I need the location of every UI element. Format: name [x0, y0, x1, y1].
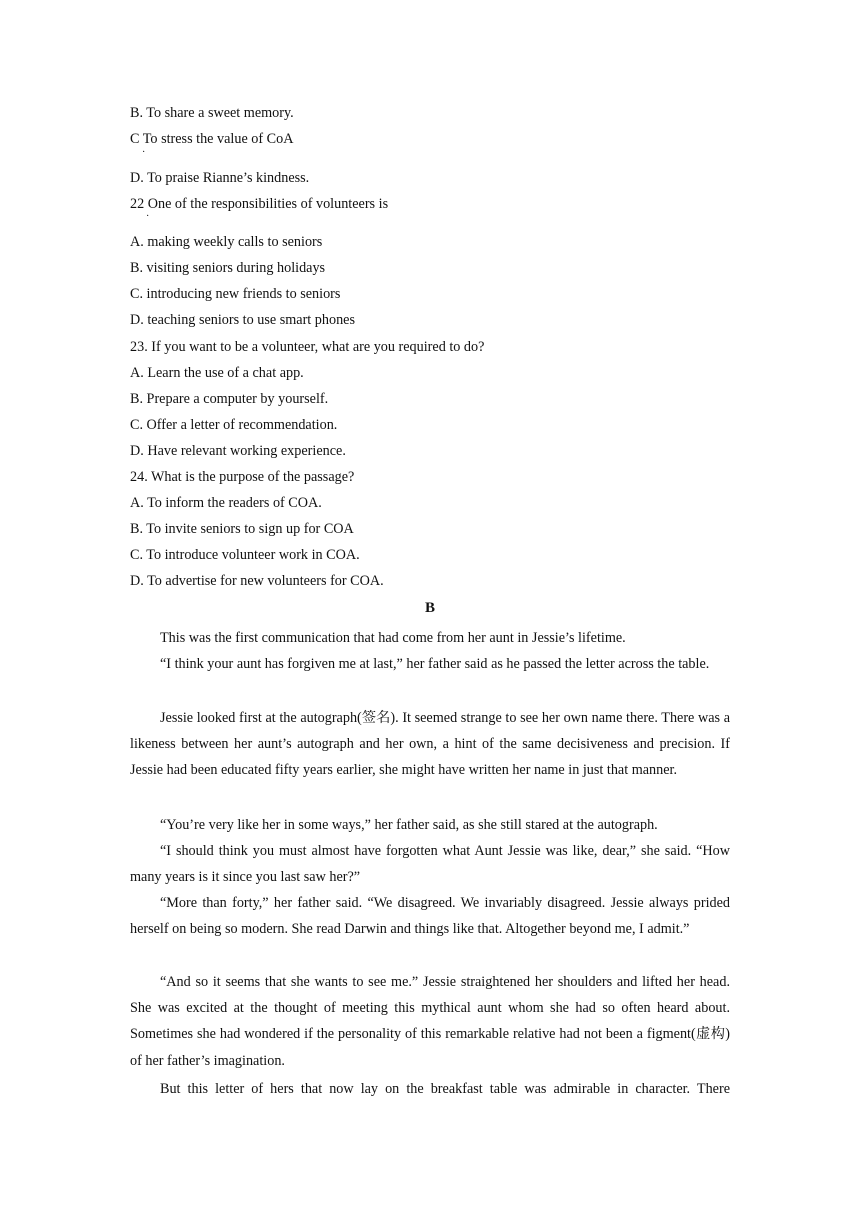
- q22-option-c: C. introducing new friends to seniors: [130, 286, 341, 302]
- q23-option-c: C. Offer a letter of recommendation.: [130, 417, 338, 433]
- q23-option-b: B. Prepare a computer by yourself.: [130, 391, 329, 407]
- q24-option-c: C. To introduce volunteer work in COA.: [130, 547, 360, 563]
- passage-paragraph-8: But this letter of hers that now lay on the breakfast table was admirable in character. There: [160, 1081, 730, 1097]
- q24-option-a: A. To inform the readers of COA.: [130, 495, 322, 511]
- q22-option-b: B. visiting seniors during holidays: [130, 260, 326, 276]
- q23-option-a: A. Learn the use of a chat app.: [130, 365, 304, 381]
- q24-option-b: B. To invite seniors to sign up for COA: [130, 521, 354, 537]
- q21-option-c: C To stress the value of CoA: [130, 131, 294, 147]
- passage-paragraph-5: “I should think you must almost have forgotten what Aunt Jessie was like, dear,” she said. “How many years is it since you last saw her?”: [130, 843, 730, 886]
- section-b-heading: B: [424, 600, 435, 616]
- passage-paragraph-7: “And so it seems that she wants to see me.” Jessie straightened her shoulders and lifted her head. She was excited at the thought of meeting this mythical aunt whom she had so often heard about. Sometimes she had wondered if the personality of this remarkable relative had not been a figment(虚构) of her father’s imagination.: [130, 974, 730, 1069]
- passage-paragraph-4: “You’re very like her in some ways,” her father said, as she still stared at the autograph.: [160, 817, 658, 833]
- stray-dot-mark: ·: [146, 211, 150, 222]
- q22-option-a: A. making weekly calls to seniors: [130, 234, 323, 250]
- q21-option-d: D. To praise Rianne’s kindness.: [130, 170, 310, 186]
- q23-option-d: D. Have relevant working experience.: [130, 443, 346, 459]
- q22-stem: 22 One of the responsibilities of volunteers is: [130, 196, 389, 212]
- q22-option-d: D. teaching seniors to use smart phones: [130, 312, 355, 328]
- passage-paragraph-1: This was the first communication that had come from her aunt in Jessie’s lifetime.: [160, 630, 626, 646]
- passage-paragraph-3: Jessie looked first at the autograph(签名). It seemed strange to see her own name there. There was a likeness between her aunt’s autograph and her own, a hint of the same decisiveness and precision. If Jessie had been educated fifty years earlier, she might have written her name in just that manner.: [130, 710, 730, 779]
- passage-paragraph-6: “More than forty,” her father said. “We disagreed. We invariably disagreed. Jessie always prided herself on being so modern. She read Darwin and things like that. Altogether beyond me, I admit.”: [130, 895, 730, 938]
- passage-paragraph-2: “I think your aunt has forgiven me at last,” her father said as he passed the letter across the table.: [160, 656, 710, 672]
- q21-option-b: B. To share a sweet memory.: [130, 105, 294, 121]
- stray-dot-mark: ·: [142, 147, 146, 158]
- q24-option-d: D. To advertise for new volunteers for COA.: [130, 573, 384, 589]
- q23-stem: 23. If you want to be a volunteer, what are you required to do?: [130, 339, 485, 355]
- q24-stem: 24. What is the purpose of the passage?: [130, 469, 355, 485]
